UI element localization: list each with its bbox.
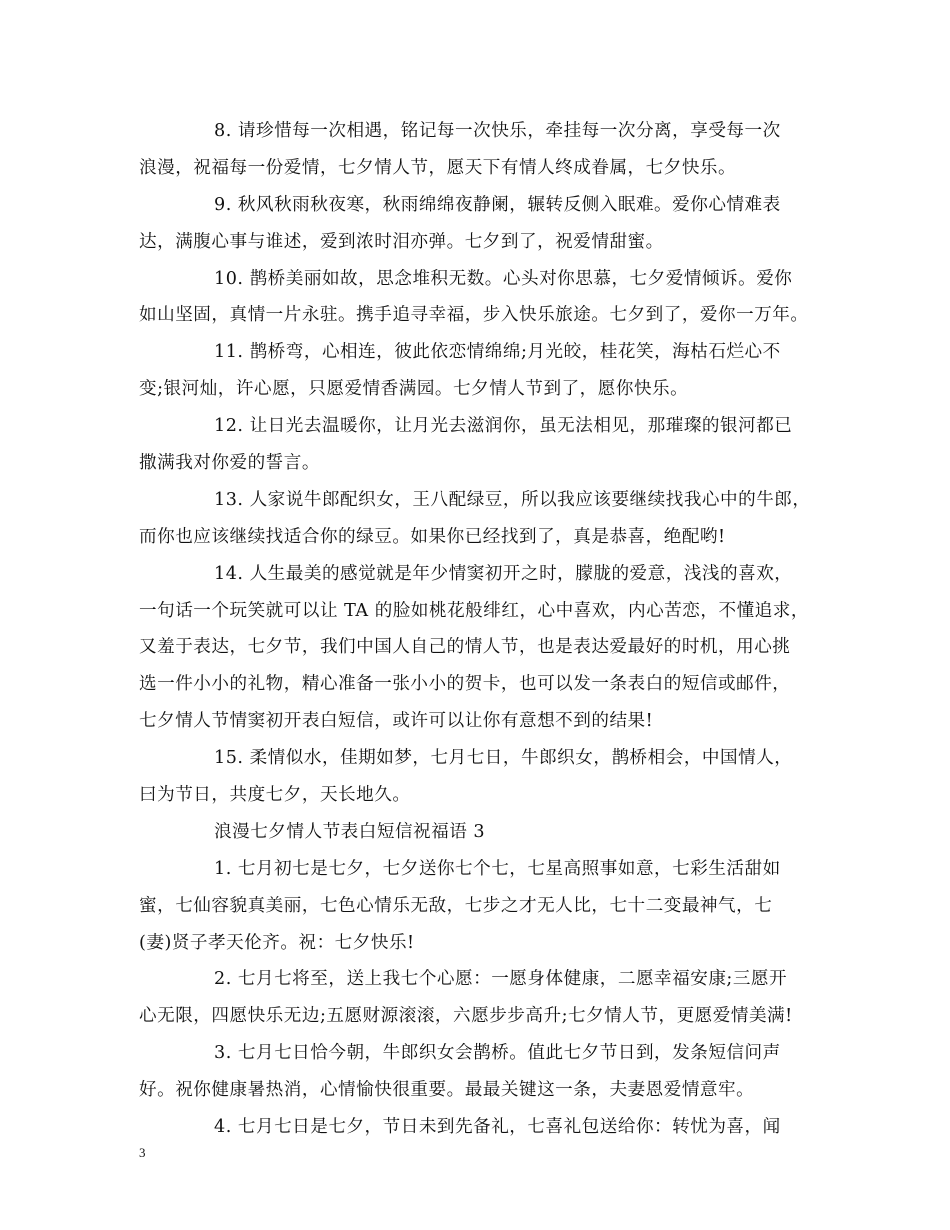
- text-line: 4. 七月七日是七夕，节日未到先备礼，七喜礼包送给你：转忧为喜，闻: [214, 1117, 781, 1138]
- text-line: 如山坚固，真情一片永驻。携手追寻幸福，步入快乐旅途。七夕到了，爱你一万年。: [139, 305, 809, 326]
- text-line: 浪漫七夕情人节表白短信祝福语 3: [214, 821, 486, 842]
- page-number: 3: [139, 1145, 146, 1160]
- text-line: 曰为节日，共度七夕，天长地久。: [139, 785, 411, 806]
- text-line: 又羞于表达，七夕节，我们中国人自己的情人节，也是表达爱最好的时机，用心挑: [139, 637, 791, 658]
- text-line: 13. 人家说牛郎配织女，王八配绿豆，所以我应该要继续找我心中的牛郎，: [214, 489, 811, 510]
- text-line: 15. 柔情似水，佳期如梦，七月七日，牛郎织女，鹊桥相会，中国情人，: [214, 748, 793, 769]
- text-line: 撒满我对你爱的誓言。: [139, 453, 320, 474]
- text-line: 1. 七月初七是七夕，七夕送你七个七，七星高照事如意，七彩生活甜如: [214, 858, 781, 879]
- text-line: 10. 鹊桥美丽如故，思念堆积无数。心头对你思慕，七夕爱情倾诉。爱你: [214, 268, 793, 289]
- document-body: [139, 113, 829, 1146]
- text-line: 变;银河灿，许心愿，只愿爱情香满园。七夕情人节到了，愿你快乐。: [139, 379, 689, 400]
- text-line: (妻)贤子孝天伦齐。祝：七夕快乐!: [139, 932, 415, 953]
- text-line: 8. 请珍惜每一次相遇，铭记每一次快乐，牵挂每一次分离，享受每一次: [214, 121, 781, 141]
- text-line: 七夕情人节情窦初开表白短信，或许可以让你有意想不到的结果!: [139, 711, 654, 732]
- text-line: 达，满腹心事与谁述，爱到浓时泪亦弹。七夕到了，祝爱情甜蜜。: [139, 231, 664, 252]
- text-line: 3. 七月七日恰今朝，牛郎织女会鹊桥。值此七夕节日到，发条短信问声: [214, 1043, 781, 1064]
- text-line: 11. 鹊桥弯，心相连，彼此依恋情绵绵;月光皎，桂花笑，海枯石烂心不: [214, 342, 781, 363]
- text-line: 心无限，四愿快乐无边;五愿财源滚滚，六愿步步高升;七夕情人节，更愿爱情美满!: [139, 1006, 793, 1027]
- text-line: 2. 七月七将至，送上我七个心愿：一愿身体健康，二愿幸福安康;三愿开: [214, 969, 788, 990]
- text-line: 9. 秋风秋雨秋夜寒，秋雨绵绵夜静阑，辗转反侧入眠难。爱你心情难表: [214, 194, 781, 215]
- text-line: 12. 让日光去温暖你，让月光去滋润你，虽无法相见，那璀璨的银河都已: [214, 416, 793, 437]
- text-line: 而你也应该继续找适合你的绿豆。如果你已经找到了，真是恭喜，绝配哟!: [139, 526, 726, 547]
- text-line: 14. 人生最美的感觉就是年少情窦初开之时，朦胧的爱意，浅浅的喜欢，: [214, 563, 793, 584]
- text-line: 蜜，七仙容貌真美丽，七色心情乐无敌，七步之才无人比，七十二变最神气，七: [139, 895, 773, 916]
- text-line: 选一件小小的礼物，精心准备一张小小的贺卡，也可以发一条表白的短信或邮件，: [139, 674, 791, 695]
- text-line: 浪漫，祝福每一份爱情，七夕情人节，愿天下有情人终成眷属，七夕快乐。: [139, 157, 737, 178]
- text-line: 一句话一个玩笑就可以让 TA 的脸如桃花般绯红，心中喜欢，内心苦恋，不懂追求，: [139, 600, 809, 621]
- text-line: 好。祝你健康暑热消，心情愉快很重要。最最关键这一条，夫妻恩爱情意牢。: [139, 1080, 755, 1101]
